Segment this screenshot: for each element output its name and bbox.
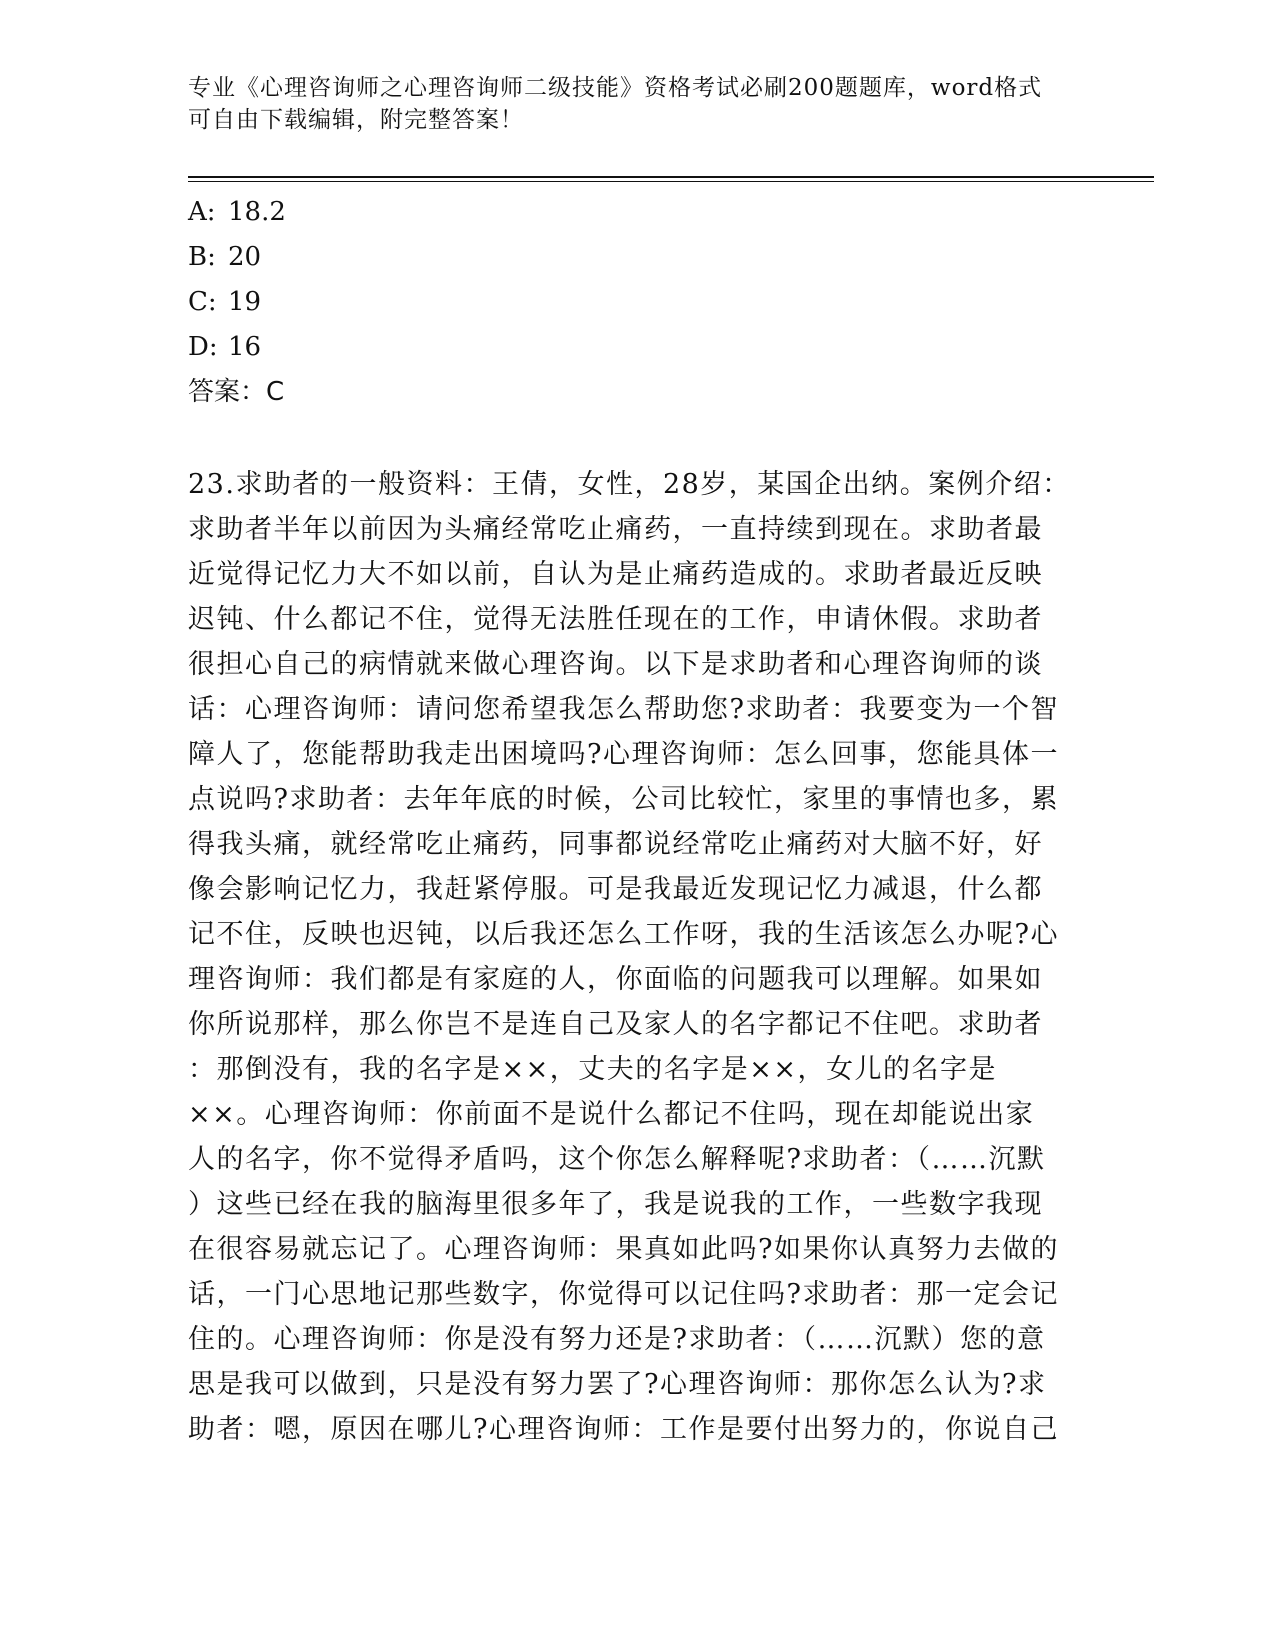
- question-line: 23.求助者的一般资料：王倩，女性，28岁，某国企出纳。案例介绍：: [188, 469, 1071, 500]
- option-d: [188, 325, 788, 370]
- question-line: 近觉得记忆力大不如以前，自认为是止痛药造成的。求助者最近反映: [188, 559, 1043, 590]
- option-value: 19: [228, 287, 262, 317]
- question-line: 记不住，反映也迟钝，以后我还怎么工作呀，我的生活该怎么办呢?心: [188, 919, 1059, 950]
- answer-options: [188, 190, 788, 415]
- document-header: 专业《心理咨询师之心理咨询师二级技能》资格考试必刷200题题库，word格式 可自由下载编辑，附完整答案！: [188, 75, 1043, 133]
- question-line: 点说吗?求助者：去年年底的时候，公司比较忙，家里的事情也多，累: [188, 784, 1059, 815]
- question-line: 求助者半年以前因为头痛经常吃止痛药，一直持续到现在。求助者最: [188, 514, 1043, 545]
- question-line: 话，一门心思地记那些数字，你觉得可以记住吗?求助者：那一定会记: [188, 1279, 1059, 1310]
- question-line: ××。心理咨询师：你前面不是说什么都记不住吗，现在却能说出家: [188, 1099, 1035, 1130]
- question-line: 住的。心理咨询师：你是没有努力还是?求助者：（……沉默）您的意: [188, 1324, 1046, 1355]
- question-line: 迟钝、什么都记不住，觉得无法胜任现在的工作，申请休假。求助者: [188, 604, 1043, 635]
- option-key: D:: [188, 332, 218, 362]
- option-c: [188, 280, 788, 325]
- question-line: 你所说那样，那么你岂不是连自己及家人的名字都记不住吧。求助者: [188, 1009, 1043, 1040]
- option-value: 16: [228, 332, 262, 362]
- option-value: 18.2: [228, 197, 286, 227]
- answer-line: 答案：C: [188, 377, 285, 407]
- header-divider-thick: [188, 176, 1154, 178]
- option-key: B:: [188, 242, 216, 272]
- header-divider-thin: [188, 181, 1154, 182]
- question-line: ：那倒没有，我的名字是××，丈夫的名字是××，女儿的名字是: [188, 1054, 997, 1085]
- question-line: 障人了，您能帮助我走出困境吗?心理咨询师：怎么回事，您能具体一: [188, 739, 1059, 770]
- question-23: [188, 462, 1071, 1452]
- question-line: 思是我可以做到，只是没有努力罢了?心理咨询师：那你怎么认为?求: [188, 1369, 1047, 1400]
- question-line: 人的名字，你不觉得矛盾吗，这个你怎么解释呢?求助者：（……沉默: [188, 1144, 1046, 1175]
- option-key: C:: [188, 287, 217, 317]
- option-value: 20: [228, 242, 262, 272]
- question-line: 像会影响记忆力，我赶紧停服。可是我最近发现记忆力减退，什么都: [188, 874, 1043, 905]
- question-line: 在很容易就忘记了。心理咨询师：果真如此吗?如果你认真努力去做的: [188, 1234, 1059, 1265]
- question-line: ）这些已经在我的脑海里很多年了，我是说我的工作，一些数字我现: [188, 1189, 1043, 1220]
- question-line: 很担心自己的病情就来做心理咨询。以下是求助者和心理咨询师的谈: [188, 649, 1043, 680]
- question-line: 理咨询师：我们都是有家庭的人，你面临的问题我可以理解。如果如: [188, 964, 1043, 995]
- question-line: 话：心理咨询师：请问您希望我怎么帮助您?求助者：我要变为一个智: [188, 694, 1059, 725]
- option-a: [188, 190, 788, 235]
- question-line: 得我头痛，就经常吃止痛药，同事都说经常吃止痛药对大脑不好，好: [188, 829, 1043, 860]
- question-line: 助者：嗯，原因在哪儿?心理咨询师：工作是要付出努力的，你说自己: [188, 1414, 1059, 1445]
- option-key: A:: [188, 197, 216, 227]
- option-b: [188, 235, 788, 280]
